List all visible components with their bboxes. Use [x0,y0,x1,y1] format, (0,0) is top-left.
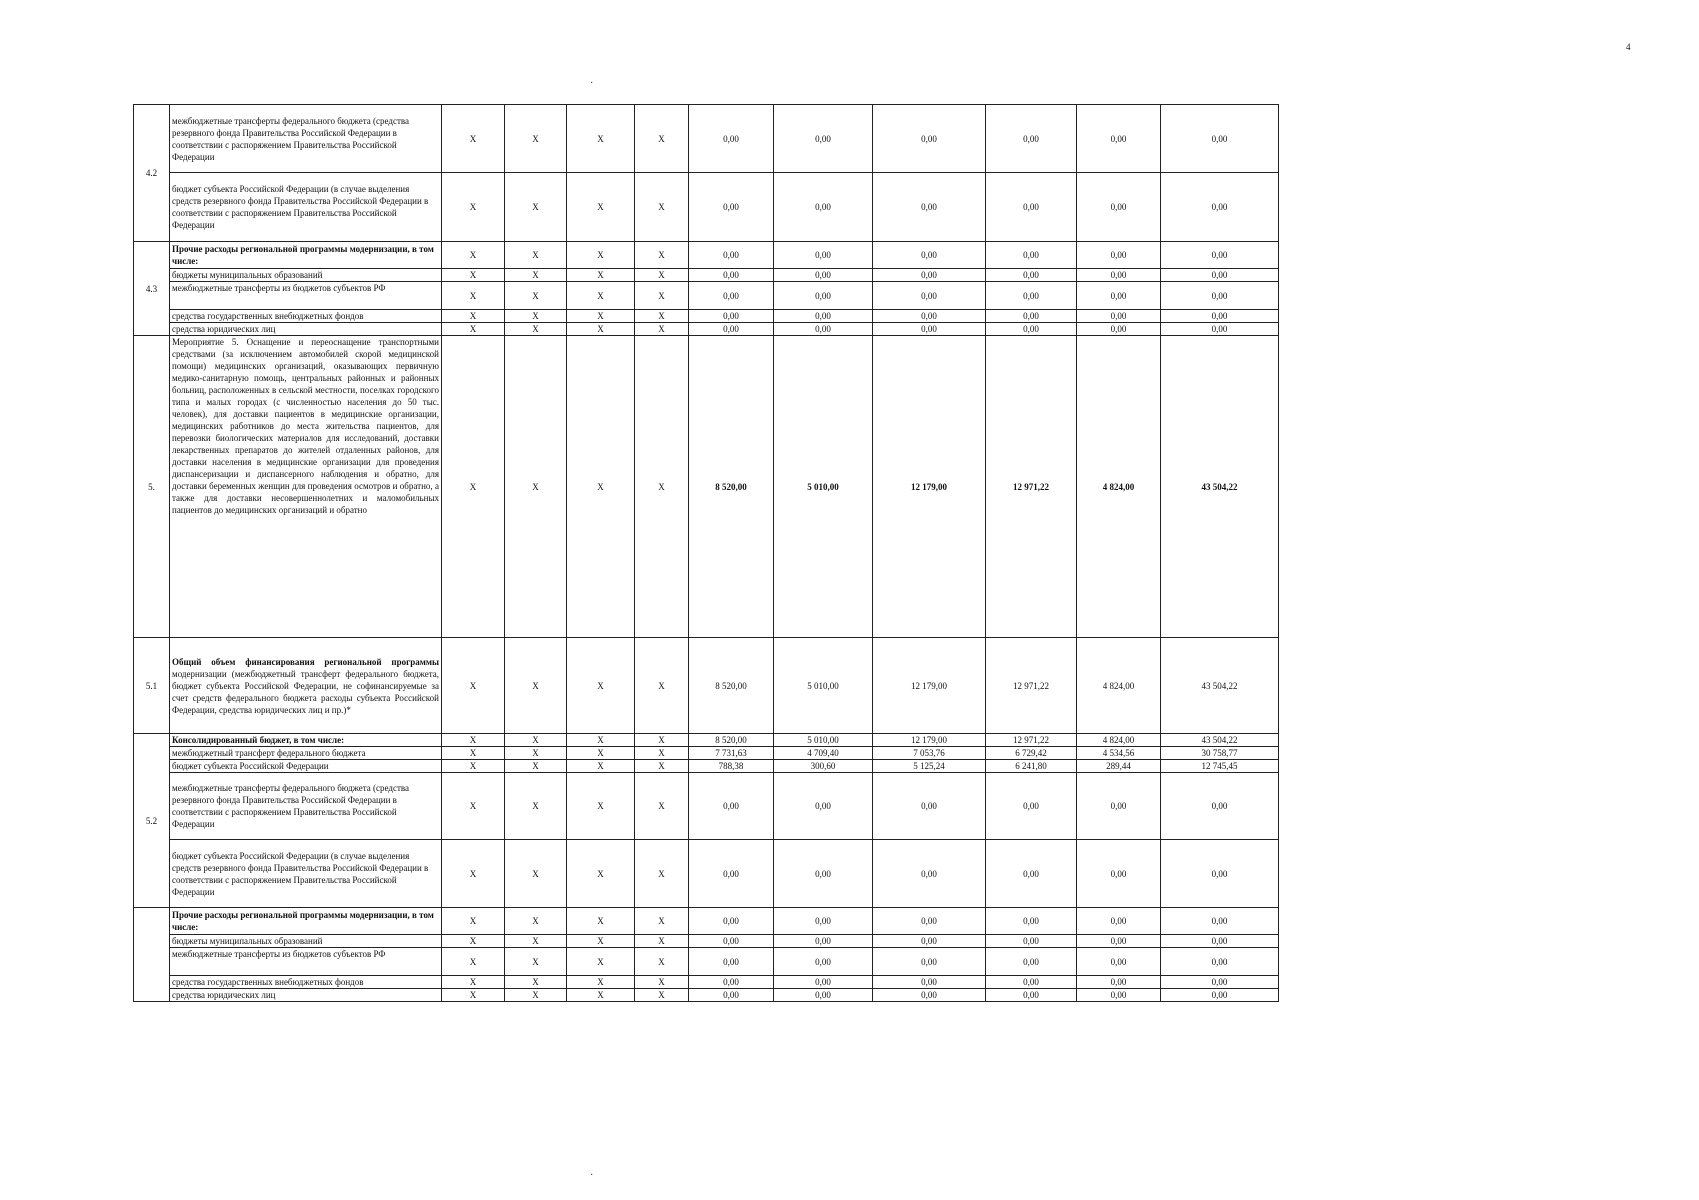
cell-value: 0,00 [689,935,774,948]
cell-value: 0,00 [873,323,986,336]
cell-mark: X [567,310,635,323]
row-description: бюджет субъекта Российской Федерации (в случае выделения средств резервного фонда Правительства Российской Федерации в соответствии с распоряжением Правительства Российской Федерации [170,840,442,908]
cell-value: 0,00 [689,976,774,989]
cell-value: 0,00 [689,105,774,173]
cell-value: 0,00 [986,105,1077,173]
cell-mark: X [635,310,689,323]
cell-value: 8 520,00 [689,638,774,734]
row-description: средства государственных внебюджетных фондов [170,310,442,323]
cell-value: 0,00 [1161,773,1279,840]
cell-value: 4 709,40 [774,747,873,760]
row-description: Прочие расходы региональной программы модернизации, в том числе: [170,242,442,269]
cell-value: 8 520,00 [689,336,774,638]
row-description: средства юридических лиц [170,323,442,336]
cell-mark: X [635,173,689,242]
cell-value: 0,00 [1077,323,1161,336]
cell-value: 0,00 [774,989,873,1002]
cell-value: 6 729,42 [986,747,1077,760]
cell-mark: X [505,242,567,269]
cell-mark: X [567,760,635,773]
cell-value: 0,00 [689,989,774,1002]
cell-mark: X [635,948,689,976]
cell-value: 0,00 [873,908,986,935]
cell-mark: X [442,310,505,323]
cell-mark: X [635,840,689,908]
cell-value: 0,00 [1077,242,1161,269]
cell-value: 12 971,22 [986,336,1077,638]
table-row [134,310,1279,323]
cell-mark: X [567,734,635,747]
cell-mark: X [442,840,505,908]
cell-value: 0,00 [774,773,873,840]
row-description: межбюджетные трансферты федерального бюджета (средства резервного фонда Правительства Российской Федерации в соответствии с распоряжением Правительства Российской Федерации [170,105,442,173]
cell-value: 0,00 [1161,310,1279,323]
cell-value: 0,00 [986,173,1077,242]
cell-value: 0,00 [873,976,986,989]
cell-value: 0,00 [1161,282,1279,310]
cell-mark: X [442,269,505,282]
cell-value: 0,00 [689,269,774,282]
cell-mark: X [505,908,567,935]
cell-mark: X [635,976,689,989]
cell-mark: X [635,323,689,336]
cell-mark: X [567,840,635,908]
cell-value: 0,00 [873,948,986,976]
cell-mark: X [442,948,505,976]
table-row [134,747,1279,760]
cell-value: 0,00 [873,935,986,948]
cell-value: 0,00 [774,935,873,948]
table-row [134,908,1279,935]
row-description: бюджеты муниципальных образований [170,269,442,282]
table-row [134,105,1279,173]
cell-value: 0,00 [689,323,774,336]
cell-value: 12 745,45 [1161,760,1279,773]
cell-value: 5 010,00 [774,734,873,747]
cell-value: 12 179,00 [873,336,986,638]
cell-mark: X [635,935,689,948]
cell-value: 7 053,76 [873,747,986,760]
row-description: межбюджетный трансферт федерального бюджета [170,747,442,760]
cell-mark: X [567,173,635,242]
cell-value: 0,00 [1161,948,1279,976]
cell-value: 0,00 [1161,173,1279,242]
cell-value: 12 179,00 [873,638,986,734]
row-description: бюджет субъекта Российской Федерации [170,760,442,773]
cell-mark: X [567,242,635,269]
cell-value: 0,00 [1161,935,1279,948]
cell-value: 43 504,22 [1161,336,1279,638]
cell-value: 0,00 [986,269,1077,282]
cell-value: 5 010,00 [774,638,873,734]
cell-value: 0,00 [873,310,986,323]
row-description: Мероприятие 5. Оснащение и переоснащение транспортными средствами (за исключением автомобилей скорой медицинской помощи) медицинских организаций, оказывающих первичную медико-санитарную помощь, центральных районных и районных больниц, расположенных в сельской местности, поселках городского типа и малых городах (с численностью населения до 50 тыс. человек), для доставки пациентов в медицинские организации, медицинских работников до места жительства пациентов, для перевозки биологических материалов для исследований, доставки лекарственных препаратов до жителей отдаленных районов, для доставки населения в медицинские организации для проведения диспансеризации и диспансерного наблюдения и обратно, для доставки беременных женщин для проведения осмотров и обратно, а также для доставки несовершеннолетних и маломобильных пациентов до медицинских организаций и обратно [170,336,442,638]
cell-value: 0,00 [774,173,873,242]
cell-mark: X [635,242,689,269]
cell-value: 0,00 [689,908,774,935]
cell-value: 0,00 [986,323,1077,336]
cell-value: 0,00 [1161,269,1279,282]
cell-value: 12 971,22 [986,638,1077,734]
row-description: бюджеты муниципальных образований [170,935,442,948]
row-description: средства государственных внебюджетных фондов [170,976,442,989]
cell-mark: X [635,989,689,1002]
cell-value: 0,00 [986,989,1077,1002]
cell-mark: X [505,760,567,773]
cell-mark: X [567,976,635,989]
cell-mark: X [505,173,567,242]
cell-value: 0,00 [774,840,873,908]
cell-mark: X [442,935,505,948]
scan-speck: · [590,78,594,89]
table-row [134,173,1279,242]
cell-value: 30 758,77 [1161,747,1279,760]
cell-value: 4 824,00 [1077,734,1161,747]
cell-mark: X [567,105,635,173]
cell-value: 0,00 [986,976,1077,989]
cell-value: 0,00 [1077,310,1161,323]
cell-value: 0,00 [1077,269,1161,282]
cell-value: 0,00 [774,105,873,173]
row-description: межбюджетные трансферты из бюджетов субъектов РФ [170,282,442,310]
cell-mark: X [635,638,689,734]
cell-value: 12 971,22 [986,734,1077,747]
row-number: 5.2 [134,734,170,908]
cell-value: 0,00 [986,282,1077,310]
row-description [170,638,442,734]
cell-value: 0,00 [1077,773,1161,840]
page-number: 4 [1626,42,1631,52]
cell-value: 289,44 [1077,760,1161,773]
cell-mark: X [567,638,635,734]
cell-value: 0,00 [1077,908,1161,935]
cell-value: 0,00 [873,269,986,282]
cell-mark: X [567,282,635,310]
cell-mark: X [442,773,505,840]
cell-mark: X [505,989,567,1002]
cell-value: 0,00 [1161,242,1279,269]
row-description: межбюджетные трансферты из бюджетов субъектов РФ [170,948,442,976]
cell-value: 0,00 [986,935,1077,948]
table-row [134,773,1279,840]
cell-mark: X [505,269,567,282]
cell-mark: X [635,269,689,282]
cell-value: 5 125,24 [873,760,986,773]
cell-value: 0,00 [1077,935,1161,948]
cell-value: 0,00 [986,310,1077,323]
cell-mark: X [505,976,567,989]
cell-value: 6 241,80 [986,760,1077,773]
cell-value: 0,00 [774,242,873,269]
row-number: 4.2 [134,105,170,242]
row-number: 5. [134,336,170,638]
cell-value: 0,00 [1161,989,1279,1002]
row-number-empty [134,908,170,1002]
row-description: межбюджетные трансферты федерального бюджета (средства резервного фонда Правительства Российской Федерации в соответствии с распоряжением Правительства Российской Федерации [170,773,442,840]
cell-value: 0,00 [873,242,986,269]
cell-mark: X [442,173,505,242]
cell-value: 0,00 [873,989,986,1002]
cell-value: 4 534,56 [1077,747,1161,760]
cell-value: 0,00 [1077,989,1161,1002]
cell-value: 788,38 [689,760,774,773]
cell-mark: X [567,269,635,282]
cell-mark: X [635,734,689,747]
row-description: Консолидированный бюджет, в том числе: [170,734,442,747]
cell-mark: X [505,336,567,638]
table-row [134,840,1279,908]
cell-mark: X [505,840,567,908]
cell-value: 0,00 [1077,948,1161,976]
cell-mark: X [442,760,505,773]
cell-mark: X [505,323,567,336]
cell-value: 0,00 [1161,323,1279,336]
cell-value: 5 010,00 [774,336,873,638]
cell-mark: X [442,282,505,310]
cell-value: 0,00 [689,948,774,976]
row-description-rest: модернизации (межбюджетный трансферт федерального бюджета, бюджет субъекта Российской Федерации, не софинансируемые за счет средств федерального бюджета расходы субъекта Российской Федерации, средства юридических лиц и пр.)* [172,668,439,715]
cell-value: 0,00 [1161,976,1279,989]
table-row [134,935,1279,948]
cell-value: 0,00 [689,310,774,323]
cell-mark: X [442,989,505,1002]
cell-mark: X [567,908,635,935]
table-row [134,760,1279,773]
cell-mark: X [635,336,689,638]
cell-mark: X [505,773,567,840]
cell-mark: X [635,760,689,773]
cell-value: 0,00 [774,908,873,935]
cell-mark: X [567,935,635,948]
cell-value: 43 504,22 [1161,638,1279,734]
row-number: 4.3 [134,242,170,336]
cell-value: 0,00 [689,242,774,269]
row-description: средства юридических лиц [170,989,442,1002]
cell-value: 0,00 [689,282,774,310]
cell-value: 0,00 [774,976,873,989]
cell-value: 0,00 [873,840,986,908]
cell-mark: X [567,989,635,1002]
cell-value: 0,00 [986,773,1077,840]
cell-value: 4 824,00 [1077,336,1161,638]
table-row [134,948,1279,976]
cell-value: 0,00 [1077,173,1161,242]
table-row [134,323,1279,336]
cell-value: 43 504,22 [1161,734,1279,747]
cell-value: 0,00 [689,840,774,908]
cell-mark: X [635,747,689,760]
cell-value: 0,00 [1077,105,1161,173]
cell-value: 0,00 [1077,976,1161,989]
cell-mark: X [442,336,505,638]
cell-value: 0,00 [689,773,774,840]
cell-value: 0,00 [774,269,873,282]
cell-mark: X [567,747,635,760]
row-description: бюджет субъекта Российской Федерации (в случае выделения средств резервного фонда Правительства Российской Федерации в соответствии с распоряжением Правительства Российской Федерации [170,173,442,242]
cell-mark: X [442,976,505,989]
cell-mark: X [505,734,567,747]
cell-mark: X [442,908,505,935]
cell-value: 0,00 [774,310,873,323]
cell-mark: X [567,773,635,840]
cell-value: 0,00 [873,773,986,840]
cell-value: 0,00 [873,282,986,310]
cell-value: 0,00 [1161,908,1279,935]
cell-mark: X [635,282,689,310]
cell-mark: X [567,948,635,976]
table-row [134,638,1279,734]
cell-value: 0,00 [986,948,1077,976]
cell-value: 0,00 [689,173,774,242]
cell-value: 0,00 [1161,840,1279,908]
cell-mark: X [505,948,567,976]
cell-value: 0,00 [1161,105,1279,173]
table-row [134,989,1279,1002]
cell-mark: X [567,336,635,638]
cell-mark: X [442,734,505,747]
cell-mark: X [442,638,505,734]
cell-value: 0,00 [873,105,986,173]
table-row [134,242,1279,269]
table-row [134,282,1279,310]
cell-value: 8 520,00 [689,734,774,747]
table-row [134,734,1279,747]
row-number: 5.1 [134,638,170,734]
row-description: Прочие расходы региональной программы модернизации, в том числе: [170,908,442,935]
row-description-bold: Общий объем финансирования региональной программы [172,656,439,667]
cell-value: 0,00 [1077,282,1161,310]
cell-value: 0,00 [986,840,1077,908]
cell-value: 0,00 [774,948,873,976]
cell-mark: X [442,323,505,336]
cell-value: 7 731,63 [689,747,774,760]
cell-value: 4 824,00 [1077,638,1161,734]
cell-mark: X [567,323,635,336]
cell-mark: X [505,310,567,323]
cell-mark: X [442,105,505,173]
cell-value: 0,00 [1077,840,1161,908]
table-row [134,976,1279,989]
cell-mark: X [635,908,689,935]
cell-value: 300,60 [774,760,873,773]
cell-value: 0,00 [774,323,873,336]
cell-mark: X [505,935,567,948]
cell-mark: X [442,242,505,269]
table-row [134,269,1279,282]
cell-value: 0,00 [986,908,1077,935]
cell-mark: X [635,773,689,840]
cell-mark: X [505,282,567,310]
cell-value: 12 179,00 [873,734,986,747]
cell-value: 0,00 [873,173,986,242]
cell-value: 0,00 [986,242,1077,269]
table-row [134,336,1279,638]
scan-speck: · [590,1170,594,1181]
financing-table [133,104,1279,1002]
cell-mark: X [442,747,505,760]
cell-mark: X [635,105,689,173]
cell-mark: X [505,105,567,173]
cell-mark: X [505,638,567,734]
cell-value: 0,00 [774,282,873,310]
cell-mark: X [505,747,567,760]
